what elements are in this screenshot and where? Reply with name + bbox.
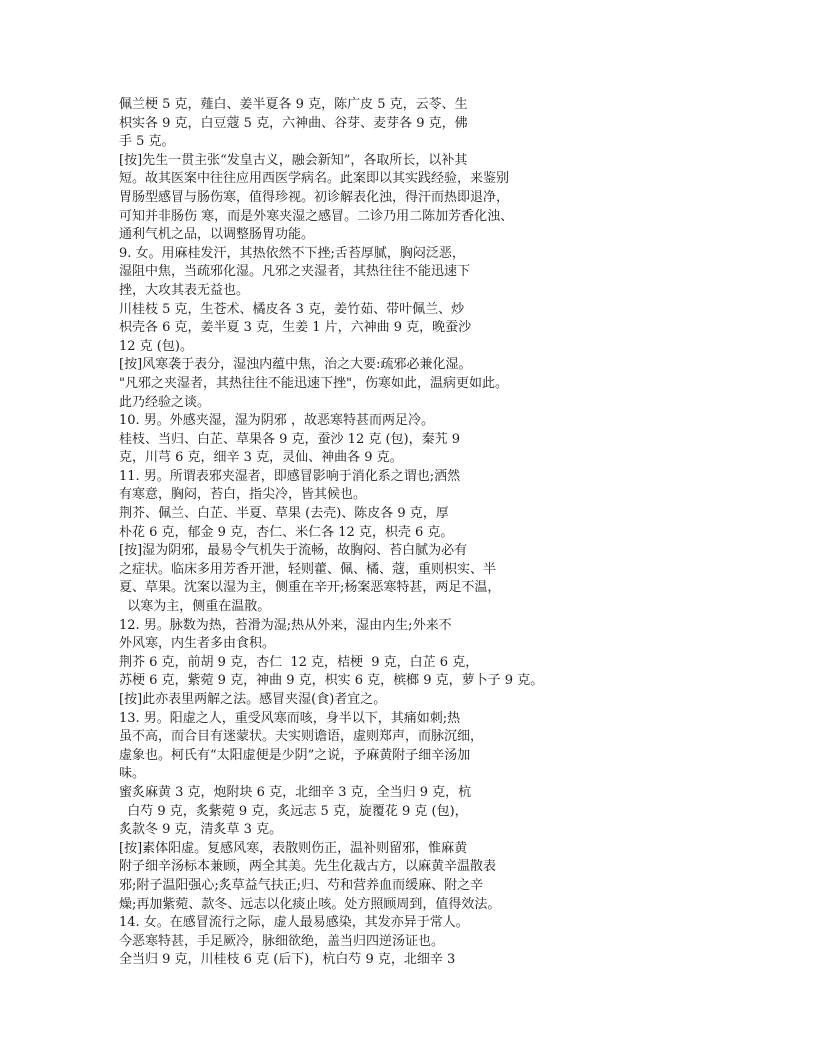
text-line: [按]风寒袭于表分，湿浊内蕴中焦，治之大要:疏邪必兼化湿。 xyxy=(119,357,472,373)
text-line: 枳壳各 6 克，姜半夏 3 克，生姜 1 片，六神曲 9 克，晚蚕沙 xyxy=(119,320,472,336)
text-line: 炙款冬 9 克，清炙草 3 克。 xyxy=(119,822,283,838)
text-line: 今恶寒特甚，手足厥冷，脉细欲绝，盖当归四逆汤证也。 xyxy=(119,933,445,949)
text-line: 10. 男。外感夹湿，湿为阴邪 ，故恶寒特甚而两足冷。 xyxy=(119,413,434,429)
text-line: 14. 女。在感冒流行之际，虚人最易感染，其发亦异于常人。 xyxy=(119,915,469,931)
text-line: 12 克 (包)。 xyxy=(119,338,193,354)
text-line: 13. 男。阳虚之人，重受风寒而咳，身半以下，其痛如刺;热 xyxy=(119,710,461,726)
text-line: 9. 女。用麻桂发汗，其热依然不下挫;舌苔厚腻，胸闷泛恶， xyxy=(119,245,465,261)
text-line: [按]素体阳虚。复感风寒，表散则伤正，温补则留邪，惟麻黄 xyxy=(119,840,468,856)
text-line: 桂枝、当归、白芷、草果各 9 克，蚕沙 12 克 (包)，秦艽 9 xyxy=(119,431,461,447)
text-line: [按]湿为阴邪，最易令气机失于流畅，故胸闷、苔白腻为必有 xyxy=(119,543,468,559)
text-line: 克，川芎 6 克，细辛 3 克，灵仙、神曲各 9 克。 xyxy=(119,450,403,466)
text-line: 外风寒，内生者多由食积。 xyxy=(119,636,276,652)
text-line: 虽不高，而合目有迷蒙状。夫实则谵语，虚则郑声，而脉沉细， xyxy=(119,729,484,745)
text-line: 全当归 9 克，川桂枝 6 克 (后下)，杭白芍 9 克，北细辛 3 xyxy=(119,952,456,968)
text-line: 朴花 6 克，郁金 9 克，杏仁、米仁各 12 克，枳壳 6 克。 xyxy=(119,524,454,540)
text-line: 短。故其医案中往往应用西医学病名。此案即以其实践经验，来鉴别 xyxy=(119,171,510,187)
text-line: [按]先生一贯主张“发皇古义，融会新知”，各取所长，以补其 xyxy=(119,152,468,168)
text-line: 此乃经验之谈。 xyxy=(119,394,211,410)
text-line: 川桂枝 5 克，生苍术、橘皮各 3 克，姜竹茹、带叶佩兰、炒 xyxy=(119,301,465,317)
text-line: 之症状。临床多用芳香开泄，轻则藿、佩、橘、蔻，重则枳实、半 xyxy=(119,561,497,577)
text-line: 佩兰梗 5 克，薤白、姜半夏各 9 克，陈广皮 5 克，云苓、生 xyxy=(119,97,468,112)
text-line: 挫，大攻其表无益也。 xyxy=(119,282,250,298)
text-line: 白芍 9 克，炙紫菀 9 克，炙远志 5 克，旋覆花 9 克 (包)， xyxy=(119,803,468,819)
text-line: 可知并非肠伤 寒，而是外寒夹湿之感冒。二诊乃用二陈加芳香化浊、 xyxy=(119,208,514,224)
text-line: 苏梗 6 克，紫菀 9 克，神曲 9 克，枳实 6 克，槟榔 9 克，萝卜子 9 克。 xyxy=(119,673,544,689)
text-line: 蜜炙麻黄 3 克，炮附块 6 克，北细辛 3 克，全当归 9 克，杭 xyxy=(119,784,472,800)
text-line: 12. 男。脉数为热，苔滑为湿;热从外来，湿由内生;外来不 xyxy=(119,617,452,633)
text-line: 荆芥、佩兰、白芷、半夏、草果 (去壳)、陈皮各 9 克，厚 xyxy=(119,506,449,522)
text-line: 邪;附子温阳强心;炙草益气扶正;归、芍和营养血而缓麻、附之辛 xyxy=(119,877,484,893)
text-line: 以寒为主，侧重在温散。 xyxy=(119,599,271,615)
text-line: 枳实各 9 克，白豆蔻 5 克，六神曲、谷芽、麦芽各 9 克，佛 xyxy=(119,115,468,131)
text-line: "凡邪之夹湿者，其热往往不能迅速下挫"，伤寒如此，温病更如此。 xyxy=(119,375,508,391)
text-line: 湿阻中焦，当疏邪化湿。凡邪之夹湿者，其热往往不能迅速下 xyxy=(119,264,471,280)
text-line: 荆芥 6 克，前胡 9 克，杏仁 12 克，桔梗 9 克，白芷 6 克， xyxy=(119,654,479,670)
body-text xyxy=(119,96,759,970)
text-line: 胃肠型感冒与肠伤寒，值得珍视。初诊解表化浊，得汗而热即退净， xyxy=(119,189,510,205)
text-line: 11. 男。所谓表邪夹湿者，即感冒影响于消化系之谓也;洒然 xyxy=(119,468,461,484)
text-line: 燥;再加紫菀、款冬、远志以化痰止咳。处方照顾周到，值得效法。 xyxy=(119,896,501,912)
text-line: 通利气机之品，以调整肠胃功能。 xyxy=(119,227,315,243)
text-line: 附子细辛汤标本兼顾，两全其美。先生化裁古方，以麻黄辛温散表 xyxy=(119,859,497,875)
text-line: 虚象也。柯氏有“太阳虚便是少阴”之说，予麻黄附子细辛汤加 xyxy=(119,747,471,763)
text-line: 有寒意，胸闷，苔白，指尖冷，皆其候也。 xyxy=(119,487,367,503)
text-line: 味。 xyxy=(119,766,146,782)
text-line: [按]此亦表里两解之法。感冒夹湿(食)者宜之。 xyxy=(119,692,387,707)
text-line: 夏、草果。沈案以湿为主，侧重在辛开;杨案恶寒特甚，两足不温， xyxy=(119,580,501,596)
text-line: 手 5 克。 xyxy=(119,134,175,150)
